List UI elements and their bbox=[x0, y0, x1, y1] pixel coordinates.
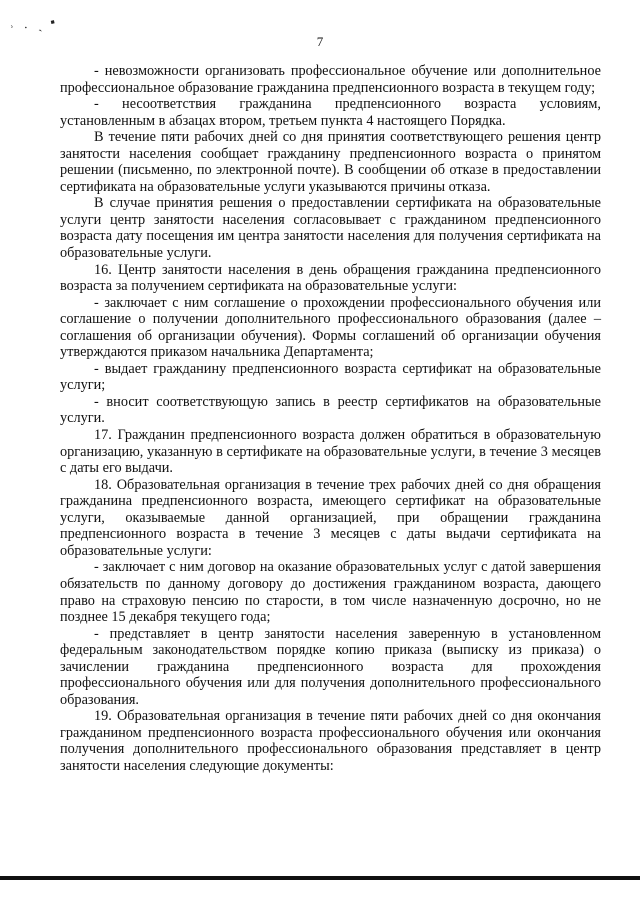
paragraph-list-item: - выдает гражданину предпенсионного возраста сертификат на образовательные услуги; bbox=[60, 360, 601, 394]
scan-specks: ʾ · ˏ ▪ bbox=[8, 13, 60, 38]
paragraph-list-item: - невозможности организовать профессиональное обучение или дополнительное профессиональное образование гражданина предпенсионного возраста в текущем году; bbox=[60, 63, 601, 96]
scan-bottom-border bbox=[0, 876, 640, 880]
paragraph: В течение пяти рабочих дней со дня принятия соответствующего решения центр занятости населения сообщает гражданину предпенсионного возраста о принятом решении (письменно, по электронной почте). В сообщении об отказе в предоставлении сертификата на образовательные услуги указываются причины отказа. bbox=[60, 129, 601, 195]
paragraph-clause-18: 18. Образовательная организация в течение трех рабочих дней со дня обращения гражданина предпенсионного возраста, имеющего сертификат на образовательные услуги, оказываемые данной организацией, при обращении гражданина предпенсионного возраста в течение 3 месяцев с даты выдачи сертификата на образовательные услуги: bbox=[60, 476, 601, 559]
paragraph-clause-16: 16. Центр занятости населения в день обращения гражданина предпенсионного возраста за получением сертификата на образовательные услуги: bbox=[60, 261, 601, 295]
paragraph-list-item: - заключает с ним договор на оказание образовательных услуг с датой завершения обязательств по данному договору до достижения гражданином возраста, дающего право на страховую пенсию по старости, в том числе назначенную досрочно, но не позднее 15 декабря текущего года; bbox=[60, 559, 601, 626]
document-body bbox=[60, 63, 601, 775]
paragraph: В случае принятия решения о предоставлении сертификата на образовательные услуги центр занятости населения согласовывает с гражданином предпенсионного возраста дату посещения им центра занятости населения для получения сертификата на образовательные услуги. bbox=[60, 195, 601, 262]
paragraph-list-item: - несоответствия гражданина предпенсионного возраста условиям, установленным в абзацах втором, третьем пункта 4 настоящего Порядка. bbox=[60, 96, 601, 129]
paragraph-clause-17: 17. Гражданин предпенсионного возраста должен обратиться в образовательную организацию, указанную в сертификате на образовательные услуги, в течение 3 месяцев с даты его выдачи. bbox=[60, 427, 601, 477]
paragraph-list-item: - заключает с ним соглашение о прохождении профессионального обучения или соглашение о получении дополнительного профессионального образования (далее – соглашения об организации обучения). Формы соглашений об организации обучения утверждаются приказом начальника Департамента; bbox=[60, 294, 601, 361]
paragraph-clause-19: 19. Образовательная организация в течение пяти рабочих дней со дня окончания гражданином предпенсионного возраста профессионального обучения или окончания получения дополнительного профессионального образования представляет в центр занятости населения следующие документы: bbox=[60, 708, 601, 774]
page-number: 7 bbox=[316, 34, 324, 49]
paragraph-list-item: - вносит соответствующую запись в реестр сертификатов на образовательные услуги. bbox=[60, 393, 601, 427]
paragraph-list-item: - представляет в центр занятости населения заверенную в установленном федеральным законодательством порядке копию приказа (выписку из приказа) о зачислении гражданина предпенсионного возраста для прохождения профессионального обучения или для получения дополнительного профессионального образования. bbox=[60, 625, 601, 708]
